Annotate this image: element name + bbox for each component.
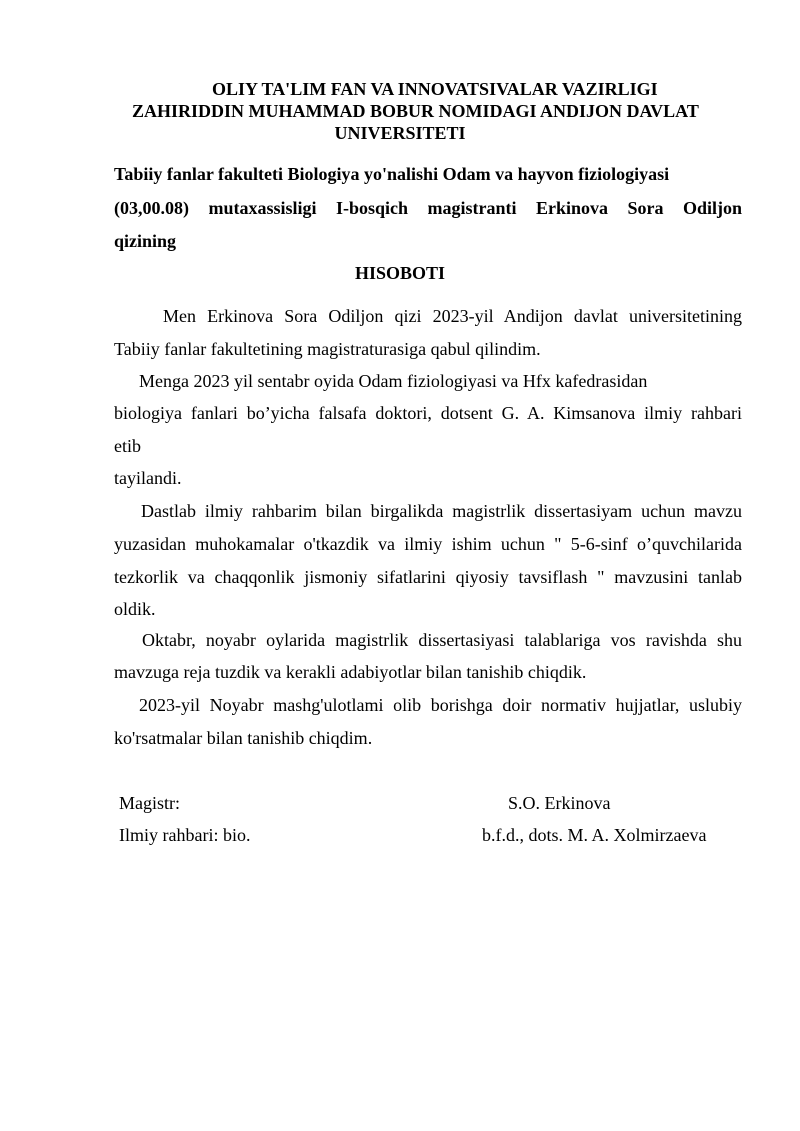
university-heading-line2: UNIVERSITETI (334, 123, 466, 143)
paragraph-2-line-1: Menga 2023 yil sentabr oyida Odam fiziologiyasi va Hfx kafedrasidan (139, 371, 648, 391)
magistr-label: Magistr: (119, 793, 180, 813)
paragraph-2-line-3: etib (114, 436, 141, 456)
university-heading-line1: ZAHIRIDDIN MUHAMMAD BOBUR NOMIDAGI ANDIJON DAVLAT (132, 101, 699, 121)
paragraph-3-line-3: tezkorlik va chaqqonlik jismoniy sifatlarini qiyosiy tavsiflash " mavzusini tanlab (114, 567, 742, 587)
paragraph-2-line-2: biologiya fanlari bo’yicha falsafa doktori, dotsent G. A. Kimsanova ilmiy rahbari (114, 403, 742, 423)
paragraph-3-line-1: Dastlab ilmiy rahbarim bilan birgalikda magistrlik dissertasiyam uchun mavzu (141, 501, 742, 521)
document-title: HISOBOTI (354, 263, 446, 283)
paragraph-2-line-4: tayilandi. (114, 468, 182, 488)
paragraph-4-line-2: mavzuga reja tuzdik va kerakli adabiyotlar bilan tanishib chiqdik. (114, 662, 587, 682)
subtitle-line3: qizining (114, 231, 177, 251)
advisor-name: b.f.d., dots. M. A. Xolmirzaeva (482, 825, 707, 845)
paragraph-5-line-2: ko'rsatmalar bilan tanishib chiqdim. (114, 728, 373, 748)
advisor-label: Ilmiy rahbari: bio. (119, 825, 251, 845)
paragraph-3-line-4: oldik. (114, 599, 156, 619)
magistr-name: S.O. Erkinova (508, 793, 611, 813)
paragraph-3-line-2: yuzasidan muhokamalar o'tkazdik va ilmiy ishim uchun " 5-6-sinf o’quvchilarida (114, 534, 742, 554)
subtitle-line1: Tabiiy fanlar fakulteti Biologiya yo'nalishi Odam va hayvon fiziologiyasi (114, 164, 670, 184)
paragraph-1-line-2: Tabiiy fanlar fakultetining magistraturasiga qabul qilindim. (114, 339, 541, 359)
paragraph-4-line-1: Oktabr, noyabr oylarida magistrlik dissertasiyasi talablariga vos ravishda shu (142, 630, 742, 650)
paragraph-5-line-1: 2023-yil Noyabr mashg'ulotlami olib borishga doir normativ hujjatlar, uslubiy (139, 695, 742, 715)
subtitle-line2: (03,00.08) mutaxassisligi I-bosqich magistranti Erkinova Sora Odiljon (114, 198, 742, 218)
paragraph-1-line-1: Men Erkinova Sora Odiljon qizi 2023-yil Andijon davlat universitetining (163, 306, 742, 326)
ministry-heading: OLIY TA'LIM FAN VA INNOVATSIVALAR VAZIRLIGI (212, 79, 658, 99)
